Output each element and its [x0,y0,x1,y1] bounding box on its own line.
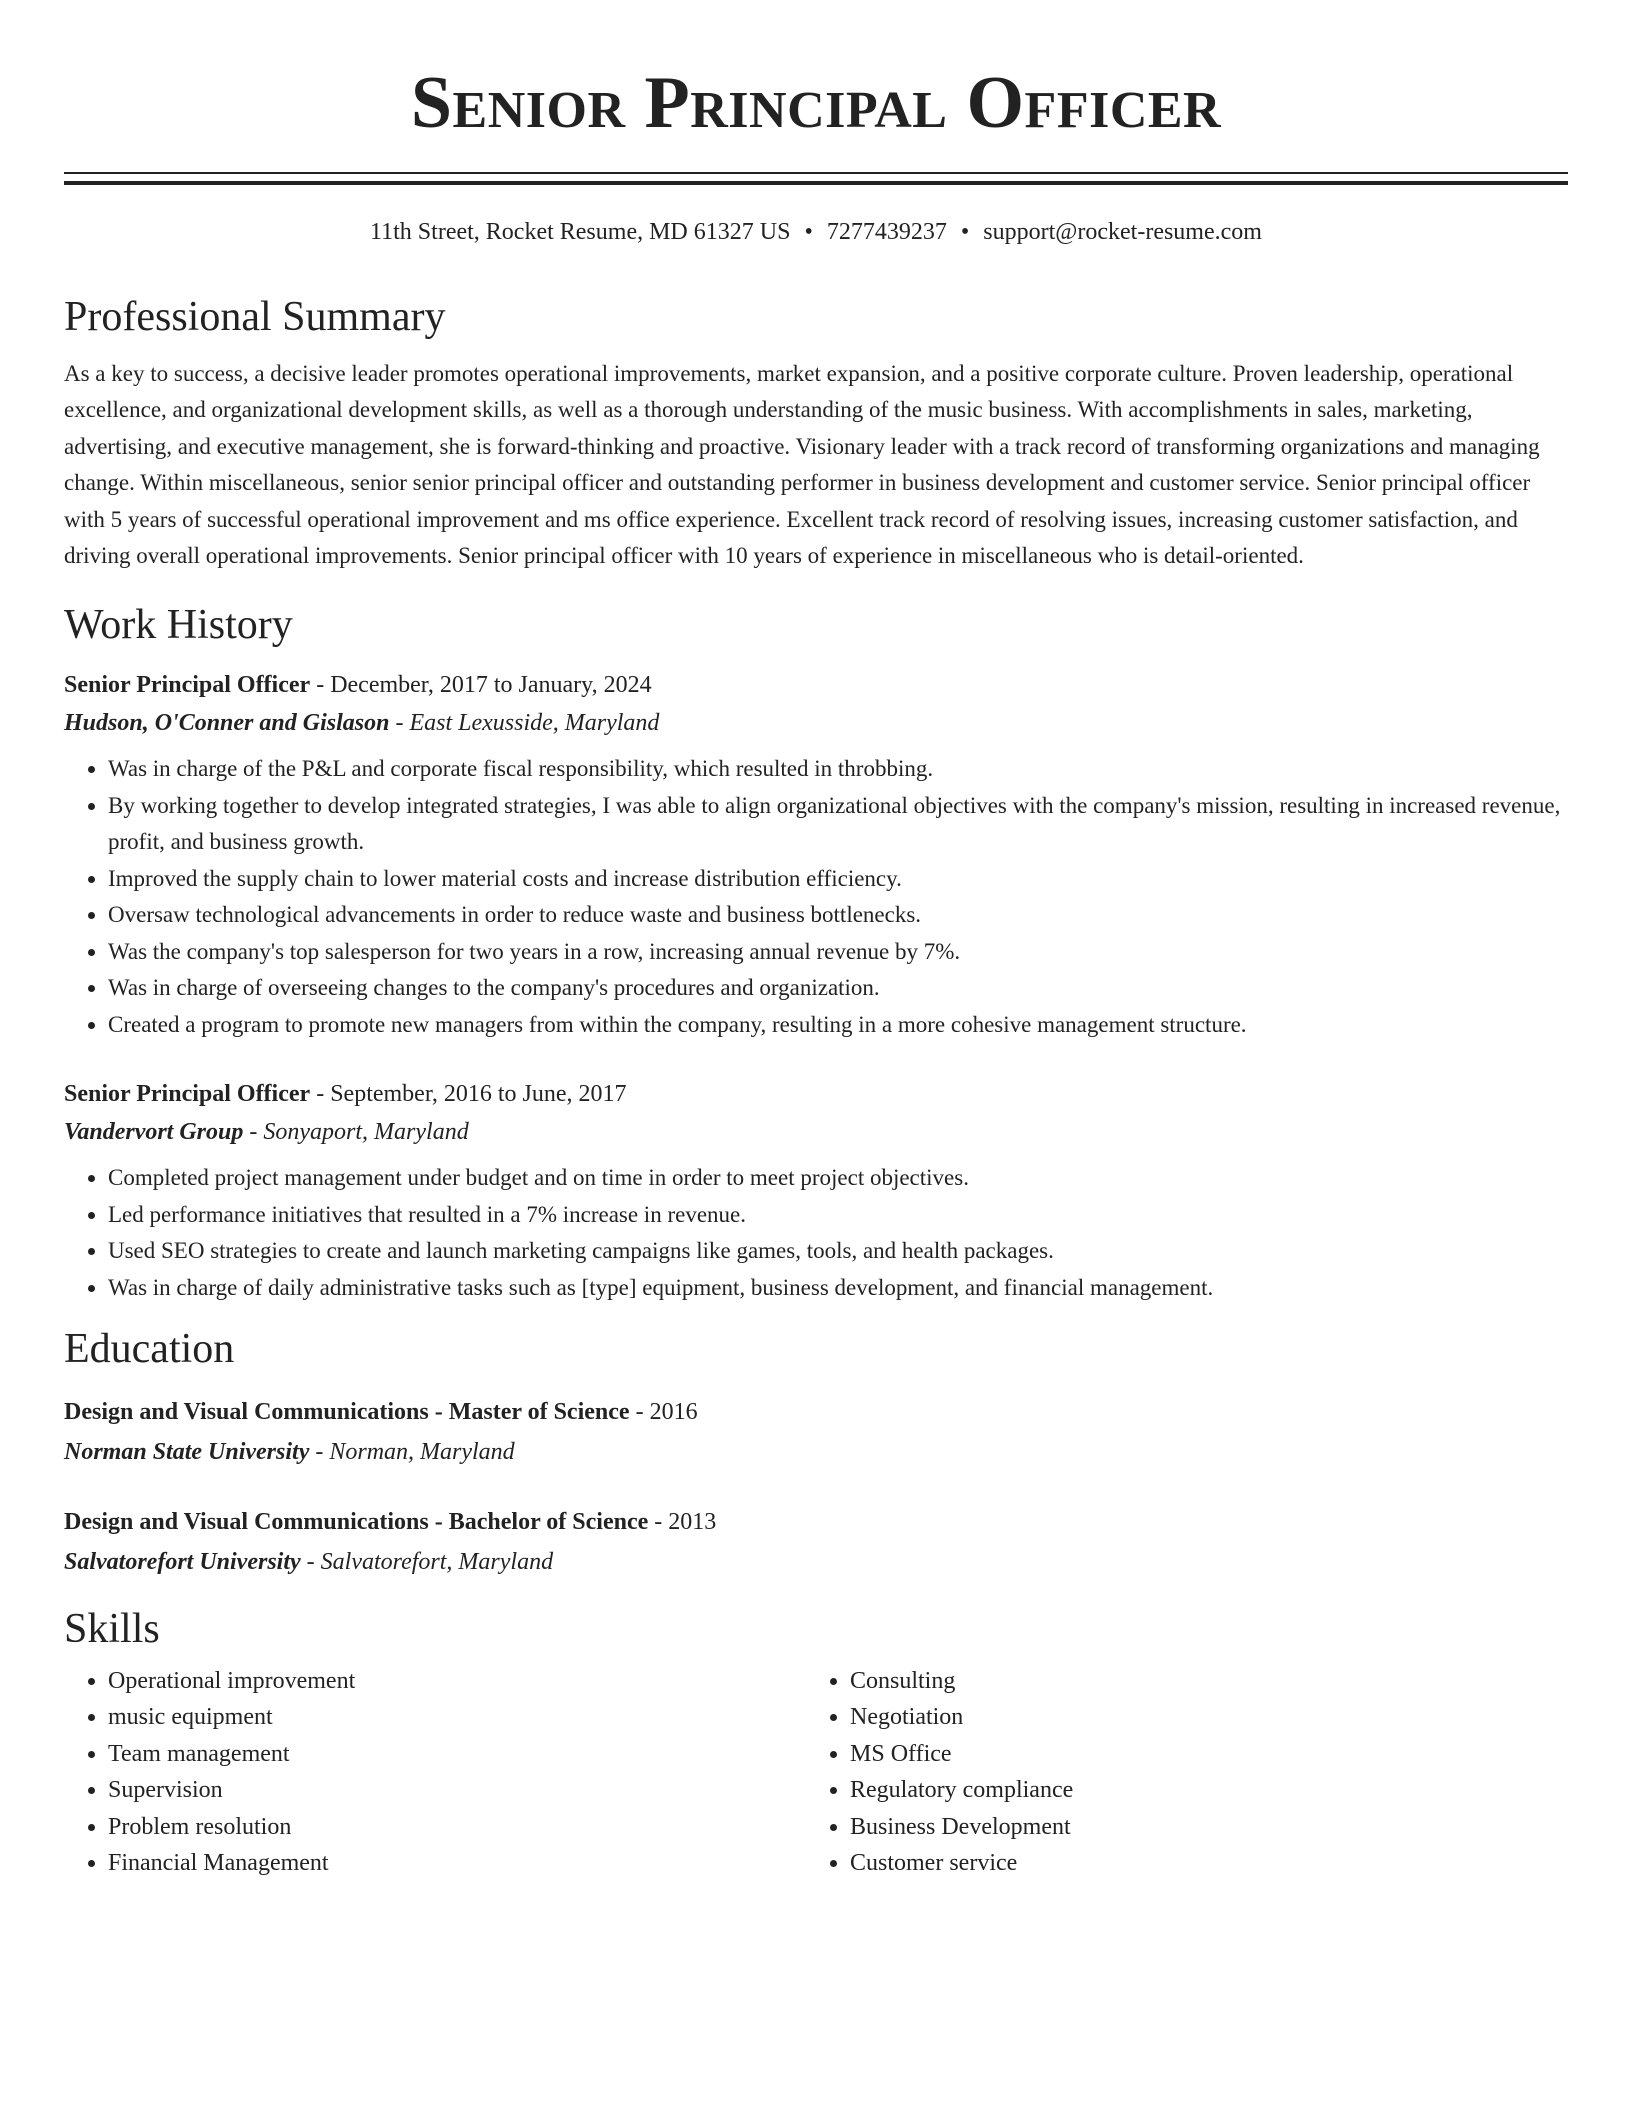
job-entry [64,666,1568,1043]
job-bullet: • Led performance initiatives that resulted in a 7% increase in revenue. [108,1197,1568,1234]
dash-separator: - [310,672,331,699]
summary-section [64,294,1568,575]
skills-columns [64,1663,1568,1882]
education-heading: Education [64,1326,235,1373]
job-title-line [64,666,1568,704]
job-dates: September, 2016 to June, 2017 [330,1081,627,1108]
job-bullet: • Created a program to promote new managers from within the company, resulting in a more cohesive management structure. [108,1007,1568,1044]
degree-line [64,1392,1568,1432]
skills-list-left [64,1663,806,1882]
contact-phone: 7277439237 [826,219,947,245]
skills-heading: Skills [64,1606,160,1653]
job-location: East Lexusside, Maryland [409,710,660,737]
job-bullet: • Completed project management under budget and on time in order to meet project objectives. [108,1160,1568,1197]
school-name: Salvatorefort University [64,1549,301,1576]
contact-email: support@rocket-resume.com [983,219,1262,245]
contact-address: 11th Street, Rocket Resume, MD 61327 US [370,219,791,245]
skill-item: • Consulting [850,1663,1548,1700]
skill-item: • Operational improvement [108,1663,806,1700]
job-title: Senior Principal Officer [64,672,311,699]
skill-item: • Team management [108,1736,806,1773]
job-company: Vandervort Group [64,1119,244,1146]
skill-item: • music equipment [108,1699,806,1736]
skill-item: • Regulatory compliance [850,1772,1548,1809]
skill-item: • Problem resolution [108,1809,806,1846]
contact-separator: • [960,219,970,245]
skill-item: • Financial Management [108,1845,806,1882]
dash-separator: - [389,710,410,737]
job-location: Sonyaport, Maryland [263,1119,469,1146]
dash-separator: - [300,1549,321,1576]
resume-title: Senior Principal Officer [410,62,1222,144]
school-location: Salvatorefort, Maryland [320,1549,554,1576]
degree-year: 2013 [668,1509,717,1536]
job-bullet: • Improved the supply chain to lower material costs and increase distribution efficiency. [108,861,1568,898]
work-history-section [64,602,1568,1306]
skill-item: • Business Development [850,1809,1548,1846]
job-bullet: • Oversaw technological advancements in order to reduce waste and business bottlenecks. [108,897,1568,934]
job-title: Senior Principal Officer [64,1081,311,1108]
job-bullet: • Was in charge of the P&L and corporate fiscal responsibility, which resulted in throbbing. [108,751,1568,788]
job-company-line [64,1113,1568,1151]
contact-line [64,218,1568,247]
skill-item: • Negotiation [850,1699,1548,1736]
job-entry [64,1075,1568,1306]
job-bullet: • Used SEO strategies to create and launch marketing campaigns like games, tools, and health packages. [108,1233,1568,1270]
job-dates: December, 2017 to January, 2024 [330,672,652,699]
dash-separator: - [309,1439,330,1466]
skills-list-right [806,1663,1548,1882]
job-bullet: • Was the company's top salesperson for two years in a row, increasing annual revenue by 7%. [108,934,1568,971]
job-bullet: • Was in charge of daily administrative tasks such as [type] equipment, business development, and financial management. [108,1270,1568,1307]
job-bullets [64,751,1568,1043]
degree-name: Design and Visual Communications - Bachelor of Science [64,1509,649,1536]
dash-separator: - [648,1509,669,1536]
skill-item: • Supervision [108,1772,806,1809]
dash-separator: - [310,1081,331,1108]
summary-text: As a key to success, a decisive leader promotes operational improvements, market expansion, and a positive corporate culture. Proven leadership, operational excellence, and organizational development skills, as well as a thorough understanding of the music business. With accomplishments in sales, marketing, advertising, and executive management, she is forward-thinking and proactive. Visionary leader with a track record of transforming organizations and managing change. Within miscellaneous, senior senior principal officer and outstanding performer in business development and customer service. Senior principal officer with 5 years of successful operational improvement and ms office experience. Excellent track record of resolving issues, increasing customer satisfaction, and driving overall operational improvements. Senior principal officer with 10 years of experience in miscellaneous who is detail-oriented. [64,360,1540,569]
job-bullet: • Was in charge of overseeing changes to the company's procedures and organization. [108,970,1568,1007]
school-line [64,1542,1568,1582]
contact-separator: • [804,219,813,245]
dash-separator: - [629,1399,650,1426]
education-entry [64,1502,1568,1582]
job-title-line [64,1075,1568,1113]
summary-heading: Professional Summary [64,293,446,340]
dash-separator: - [243,1119,264,1146]
school-line [64,1432,1568,1472]
job-bullet: • By working together to develop integrated strategies, I was able to align organizational objectives with the company's mission, resulting in increased revenue, profit, and business growth. [108,788,1568,861]
work-history-heading: Work History [64,601,293,648]
job-company-line [64,704,1568,742]
skill-item: • Customer service [850,1845,1548,1882]
skill-item: • MS Office [850,1736,1548,1773]
school-location: Norman, Maryland [329,1439,515,1466]
title-divider [64,172,1568,185]
degree-year: 2016 [649,1399,698,1426]
job-company: Hudson, O'Conner and Gislason [64,710,390,737]
school-name: Norman State University [64,1439,310,1466]
job-bullets [64,1160,1568,1306]
education-section [64,1326,1568,1582]
degree-name: Design and Visual Communications - Master of Science [64,1399,630,1426]
skills-section [64,1606,1568,1881]
degree-line [64,1502,1568,1542]
education-entry [64,1392,1568,1472]
